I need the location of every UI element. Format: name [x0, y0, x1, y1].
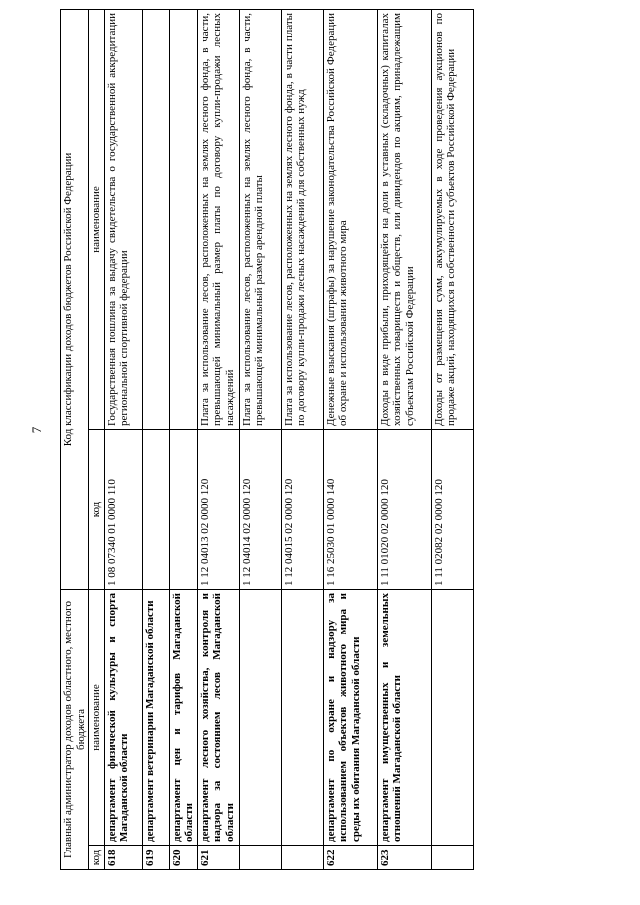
code-cell: 1 08 07340 01 0000 110: [104, 430, 142, 590]
name-cell: Денежные взыскания (штрафы) за нарушение законодательства Российской Федерации об охране и использовании животного мира: [323, 9, 377, 429]
code-cell: 1 11 01020 02 0000 120: [377, 430, 431, 590]
name-cell: Доходы от размещения сумм, аккумулируемых в ходе проведения аукционов по продаже акций, находящихся в собственности субъектов Российской Федерации: [431, 9, 473, 429]
name-cell: Плата за использование лесов, расположенных на землях лесного фонда, в части, превышающей минимальный размер арендной платы: [239, 9, 281, 429]
admin-name-cell: департамент физической культуры и спорта Магаданской области: [104, 590, 142, 846]
code-cell: 1 12 04014 02 0000 120: [239, 430, 281, 590]
admin-name-cell: департамент цен и тарифов Магаданской области: [169, 590, 197, 846]
table-row: [377, 9, 431, 869]
admin-code-cell: [281, 846, 323, 870]
admin-name-cell: [281, 590, 323, 846]
admin-name-cell: [239, 590, 281, 846]
col-header-code: код: [89, 430, 105, 590]
name-cell: [142, 9, 169, 429]
code-cell: 1 12 04013 02 0000 120: [197, 430, 239, 590]
revenue-classification-table: [60, 9, 474, 870]
table-row: [197, 9, 239, 869]
admin-code-cell: 621: [197, 846, 239, 870]
rotated-table-container: [60, 10, 610, 870]
table-row: [104, 9, 142, 869]
admin-code-cell: 620: [169, 846, 197, 870]
code-cell: 1 12 04015 02 0000 120: [281, 430, 323, 590]
table-row: [239, 9, 281, 869]
name-cell: Плата за использование лесов, расположенных на землях лесного фонда, в части, превышающей минимальный размер платы по договору купли-продажи лесных насаждений: [197, 9, 239, 429]
table-row: [142, 9, 169, 869]
table-row: [431, 9, 473, 869]
admin-name-cell: департамент имущественных и земельных отношений Магаданской области: [377, 590, 431, 846]
table-row: [281, 9, 323, 869]
code-cell: 1 11 02082 02 0000 120: [431, 430, 473, 590]
admin-name-cell: департамент лесного хозяйства, контроля и надзора за состоянием лесов Магаданской области: [197, 590, 239, 846]
col-header-admin-name: наименование: [89, 590, 105, 846]
code-cell: [142, 430, 169, 590]
name-cell: Доходы в виде прибыли, приходящейся на доли в уставных (складочных) капиталах хозяйственных товариществ и обществ, или дивидендов по акциям, принадлежащим субъектам Российской Федерации: [377, 9, 431, 429]
code-group-header: Код классификации доходов бюджетов Российской Федерации: [61, 9, 89, 589]
page-number: 7: [29, 426, 44, 434]
name-cell: Государственная пошлина за выдачу свидетельства о государственной аккредитации региональной спортивной федерации: [104, 9, 142, 429]
admin-group-header: Главный администратор доходов областного, местного бюджета: [61, 590, 89, 870]
admin-code-cell: 622: [323, 846, 377, 870]
admin-name-cell: департамент ветеринарии Магаданской области: [142, 590, 169, 846]
code-cell: [169, 430, 197, 590]
admin-code-cell: 618: [104, 846, 142, 870]
code-cell: 1 16 25030 01 0000 140: [323, 430, 377, 590]
table-row: [323, 9, 377, 869]
table-row: [169, 9, 197, 869]
admin-code-cell: 623: [377, 846, 431, 870]
col-header-admin-code: код: [89, 846, 105, 870]
admin-code-cell: 619: [142, 846, 169, 870]
admin-code-cell: [431, 846, 473, 870]
admin-name-cell: [431, 590, 473, 846]
col-header-name: наименование: [89, 9, 105, 429]
name-cell: [169, 9, 197, 429]
name-cell: Плата за использование лесов, расположенных на землях лесного фонда, в части платы по договору купли-продажи лесных насаждений для собственных нужд: [281, 9, 323, 429]
admin-name-cell: департамент по охране и надзору за использованием объектов животного мира и среды их обитания Магаданской области: [323, 590, 377, 846]
admin-code-cell: [239, 846, 281, 870]
